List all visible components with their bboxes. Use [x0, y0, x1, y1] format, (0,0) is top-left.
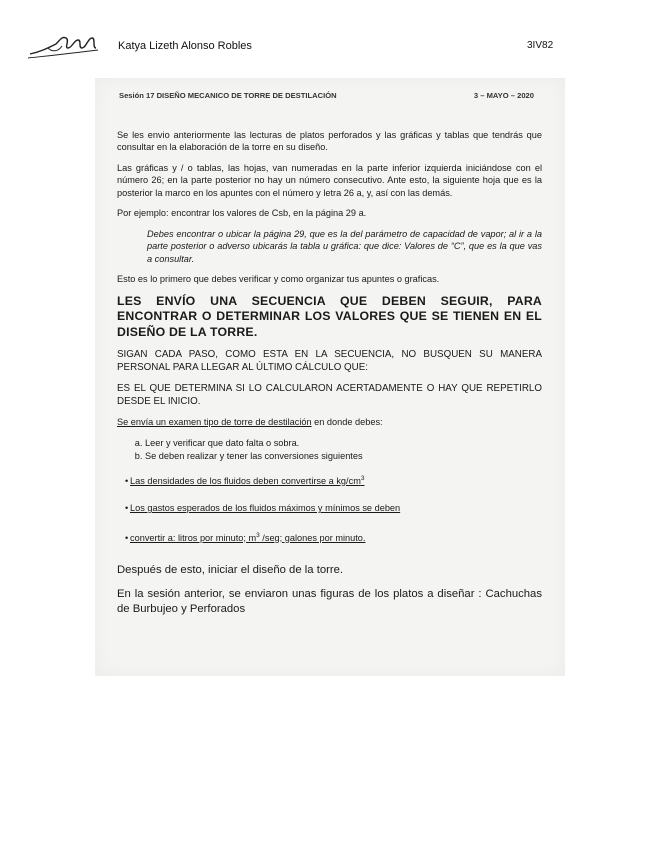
bullet-superscript: 3	[256, 531, 260, 539]
document-heading	[117, 90, 542, 103]
group-code: 3IV82	[527, 40, 554, 51]
paragraph-example: Por ejemplo: encontrar los valores de Csb, en la página 29 a.	[117, 208, 367, 218]
bullet-icon: •	[125, 503, 129, 514]
bullet-item	[125, 502, 542, 515]
session-title: Sesión 17 DISEÑO MECANICO DE TORRE DE DESTILACIÓN	[119, 91, 337, 100]
page-header	[0, 0, 655, 70]
list-item: b. Se deben realizar y tener las conversiones siguientes	[145, 450, 542, 463]
author-name: Katya Lizeth Alonso Robles	[118, 40, 252, 52]
instruction-list	[117, 437, 542, 463]
bullet-text: Las densidades de los fluidos deben convertirse a kg/cm	[130, 475, 361, 486]
document-body	[117, 90, 542, 625]
signature-image	[26, 30, 102, 60]
paragraph-determine: ES EL QUE DETERMINA SI LO CALCULARON ACERTADAMENTE O HAY QUE REPETIRLO DESDE EL INICIO.	[117, 383, 542, 407]
exam-rest-text: en donde debes:	[311, 417, 383, 427]
paragraph-verify: Esto es lo primero que debes verificar y como organizar tus apuntes o graficas.	[117, 274, 440, 284]
paragraph-exam	[117, 416, 542, 429]
paragraph-intro: Se les envio anteriormente las lecturas de platos perforados y las gráficas y tablas que tendrás que consultar en la elaboración de la torre en su diseño.	[117, 129, 542, 152]
bullet-superscript: 3	[360, 474, 365, 482]
list-item: a. Leer y verificar que dato falta o sobra.	[145, 437, 542, 450]
bullet-item	[125, 530, 542, 545]
bullet-icon: •	[125, 532, 129, 543]
paragraph-sequence-heading: LES ENVÍO UNA SECUENCIA QUE DEBEN SEGUIR, PARA ENCONTRAR O DETERMINAR LOS VALORES QUE SE TIENEN EN EL DISEÑO DE LA TORRE.	[117, 293, 542, 339]
conversion-list	[117, 473, 542, 545]
paragraph-example-detail: Debes encontrar o ubicar la página 29, que es la del parámetro de capacidad de vapor; al ir a la parte posterior o adverso ubicarás la tabla u gráfica: que dice: Valores de “C”, que es la que vas a consultar.	[147, 228, 542, 264]
paragraph-after: Después de esto, iniciar el diseño de la torre.	[117, 564, 344, 577]
bullet-text: Los gastos esperados de los fluidos máximos y mínimos se deben	[130, 503, 401, 514]
paragraph-numbering: Las gráficas y / o tablas, las hojas, van numeradas en la parte inferior izquierda iniciándose con el número 26; en la parte posterior no hay un número consecutivo. Ante esto, la siguiente hoja que es la posterior la marco en los apuntes con el número y letra 26 a, y, así con las demás.	[117, 162, 542, 198]
exam-underlined-text: Se envía un examen tipo de torre de destilación	[117, 417, 312, 427]
document-date: 3 – MAYO – 2020	[473, 91, 534, 100]
bullet-item	[125, 473, 542, 488]
scanned-document	[95, 78, 565, 676]
paragraph-steps: SIGAN CADA PASO, COMO ESTA EN LA SECUENCIA, NO BUSQUEN SU MANERA PERSONAL PARA LLEGAR AL ÚLTIMO CÁLCULO QUE:	[117, 349, 542, 373]
bullet-text: convertir a: litros por minuto; m	[130, 532, 257, 543]
bullet-text: /seg; galones por minuto.	[259, 532, 366, 543]
paragraph-previous-session: En la sesión anterior, se enviaron unas figuras de los platos a diseñar : Cachuchas de Burbujeo y Perforados	[117, 587, 542, 615]
bullet-icon: •	[125, 475, 129, 486]
